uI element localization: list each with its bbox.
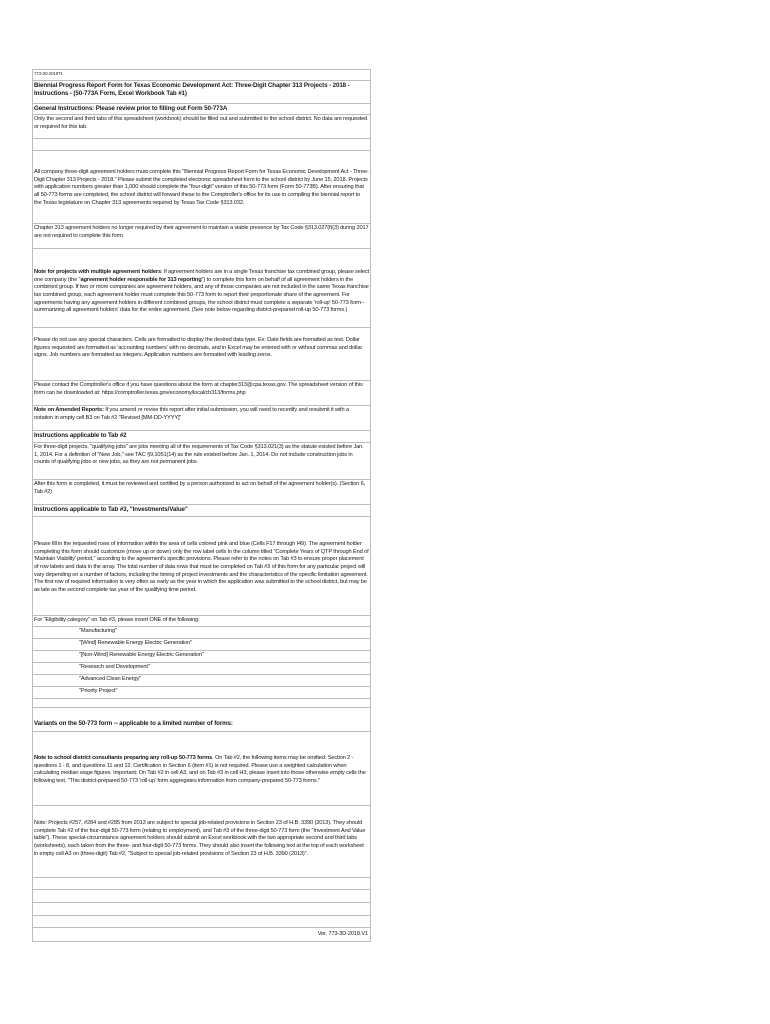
tab3-instructions-heading: Instructions applicable to Tab #3, "Investments/Value" (33, 505, 370, 517)
instructions-paragraph-amended (33, 406, 370, 431)
empty-row (33, 878, 370, 890)
instructions-paragraph-formatting: Please do not use any special characters. Cells are formatted to display the desired data type. Ex: Date fields are formatted as text. Dollar figures requested are formatted as 'accounting numbers' with no decimals, and in Excel may be entered with or without commas and dollar signs. Job numbers are formatted as integers. Application numbers are formatted with leading zeros. (33, 328, 370, 381)
eligibility-option: "Priority Project" (33, 687, 370, 699)
eligibility-intro: For "Eligibility category" on Tab #3, please insert ONE of the following: (33, 616, 370, 627)
instructions-paragraph-tabs: Only the second and third tabs of this spreadsheet (workbook) should be filled out and submitted to the school district. No data are requested or required for this tab. (33, 115, 370, 139)
instructions-paragraph-certification: After this form is completed, it must be reviewed and certified by a person authorized to act on behalf of the agreement holder(s). (Section 6, Tab #2) (33, 480, 370, 505)
general-instructions-heading: General Instructions: Please review prior to filling out Form 50-773A (33, 104, 370, 115)
multiple-holders-label: Note for projects with multiple agreement holders (34, 269, 161, 275)
amended-reports-label: Note on Amended Reports: (34, 407, 104, 413)
version-label: Ver. 773-3D-2018.V1 (33, 928, 370, 942)
instructions-paragraph-contact: Please contact the Comptroller's office if you have questions about the form at chapter313@cpa.texas.gov. The spreadsheet version of this form can be downloaded at: https://comptroller.texas.gov/economy/local/ch313/forms.php (33, 381, 370, 406)
empty-row (33, 903, 370, 916)
instructions-sheet (32, 69, 371, 942)
rollup-note-label: Note to school district consultants preparing any roll-up 50-773 forms (34, 755, 213, 761)
eligibility-option: "Research and Development" (33, 663, 370, 675)
eligibility-option: "Advanced Clean Energy" (33, 675, 370, 687)
multiple-holders-text-b: ") to complete this form on behalf of all agreement holders in the combined group. If two or more companies are agreement holders, and any of those companies are not included in the same Texas franchise tax combined group, each agreement holder must complete this 50-773 form to report their proportionate share of the agreement. For agreements having any agreement holders in different combined groups, the school district must complete a separate 'roll-up' 50-773 form--summarizing all agreement holders' data for the entire agreement. (See note below regarding district-prepared roll-up 50-773 forms.) (34, 276, 369, 314)
page-title: Biennial Progress Report Form for Texas Economic Development Act: Three-Digit Chapter 313 Projects - 2018 - Instructions - (50-773A Form, Excel Workbook Tab #1) (33, 81, 370, 104)
empty-row (33, 139, 370, 151)
eligibility-option: "[Non-Wind] Renewable Energy Electric Generation" (33, 651, 370, 663)
instructions-paragraph-viable-presence: Chapter 313 agreement holders no longer required by their agreement to maintain a viable presence by Tax Code §313.027(f)(3) during 2017 are not required to complete this form. (33, 224, 370, 249)
instructions-paragraph-submission: All company three-digit agreement holders must complete this "Biennial Progress Report Form for Texas Economic Development Act - Three-Digit Chapter 313 Projects - 2018." Please submit the completed electronic spreadsheet form to the school district by June 15, 2018. Projects with application numbers greater than 1,000 should complete the "four-digit" version of this 50-773 form (Form 50-773B). After ensuring that all 50-773 forms are completed, the school district will forward these to the Comptroller's office for its use in compiling the biennial report to the Texas legislature on Chapter 313 agreements required by Texas Tax Code §313.032. (33, 151, 370, 224)
responsible-holder-label: agreement holder responsible for 313 reporting (80, 276, 202, 283)
multiple-holders-text-a: : If agreement holders are in a single Texas franchise tax combined group, please select one company (the " (34, 269, 369, 283)
instructions-paragraph-investments: Please fill in the requested rows of information within the area of cells colored pink and blue (Cells F17 through I49). The agreement holder completing this form should customize (move up or down) only the row label cells in the column titled "Complete Years of QTP through End of 'Maintain Viability' period," according to the agreement's specific provisions. Please refer to the notes on Tab #3 to ensure proper placement of row labels and data in the array. The total number of data rows that must be completed on Tab #3 of this form for any particular project will vary depending on a number of factors, including the timing of project investments and the characteristics of the specific limitation agreement. The first row of required information is very often as early as the year in which the application was submitted to the school district, but may be as late as the second complete tax year of the qualifying time period. (33, 517, 370, 616)
rollup-note-text: . On Tab #2, the following items may be omitted: Section 2 - questions 1 - 8, and questions 11 and 12. Certification in Section 6 (item #1) is not required. Please use a weighted calculation when calculating median wage figures. Important: On Tab #2 in cell A3, and on Tab #3 in cell H3, please insert into those otherwise empty cells the following text, "This district-prepared 50-773 'roll-up' form aggregates information from company-prepared 50-773 forms." (34, 755, 366, 785)
form-id-cell: 773-3D-2018T1 (33, 69, 370, 81)
eligibility-option: "[Wind] Renewable Energy Electric Generation" (33, 639, 370, 651)
amended-reports-text: If you amend or revise this report after initial submission, you will need to recertify and resubmit it with a notation in empty cell B3 on Tab #2 "Revised [MM-DD-YYYY]" (34, 407, 349, 421)
empty-row (33, 890, 370, 903)
instructions-paragraph-multiple-holders (33, 249, 370, 328)
empty-row (33, 916, 370, 928)
instructions-paragraph-qualifying-jobs: For three-digit projects, "qualifying jobs" are jobs meeting all of the requirements of Tax Code §313.021(3) as the statute existed before Jan. 1, 2014. For a definition of "New Job," see TAC §9.1051(14) as the rule existed before Jan. 1, 2014. Do not include construction jobs in counts of qualifying jobs or new jobs, as they are not permanent jobs. (33, 443, 370, 480)
tab2-instructions-heading: Instructions applicable to Tab #2 (33, 431, 370, 443)
instructions-paragraph-rollup (33, 732, 370, 806)
instructions-paragraph-special-projects: Note: Projects #257, #284 and #285 from 2013 are subject to special job-related provisions in Section 23 of H.B. 3390 (2013). They should complete Tab #2 of the four-digit 50-773 form (relating to employment), and Tab #3 of the three-digit 50-773 form (the "Investment And Value table"). These special-circumstance agreement holders should submit an Excel workbook with the two appropriate second and third tabs (worksheets), each taken from the three- and four-digit 50-773 forms. They should also insert the following text at the top of each worksheet in empty cell A3 on (three-digit) Tab #2, "Subject to special job-related provisions of Section 23 of H.B. 3390 (2013)". (33, 806, 370, 878)
empty-row (33, 699, 370, 708)
eligibility-option: "Manufacturing" (33, 627, 370, 639)
variants-heading: Variants on the 50-773 form -- applicable to a limited number of forms: (33, 708, 370, 732)
